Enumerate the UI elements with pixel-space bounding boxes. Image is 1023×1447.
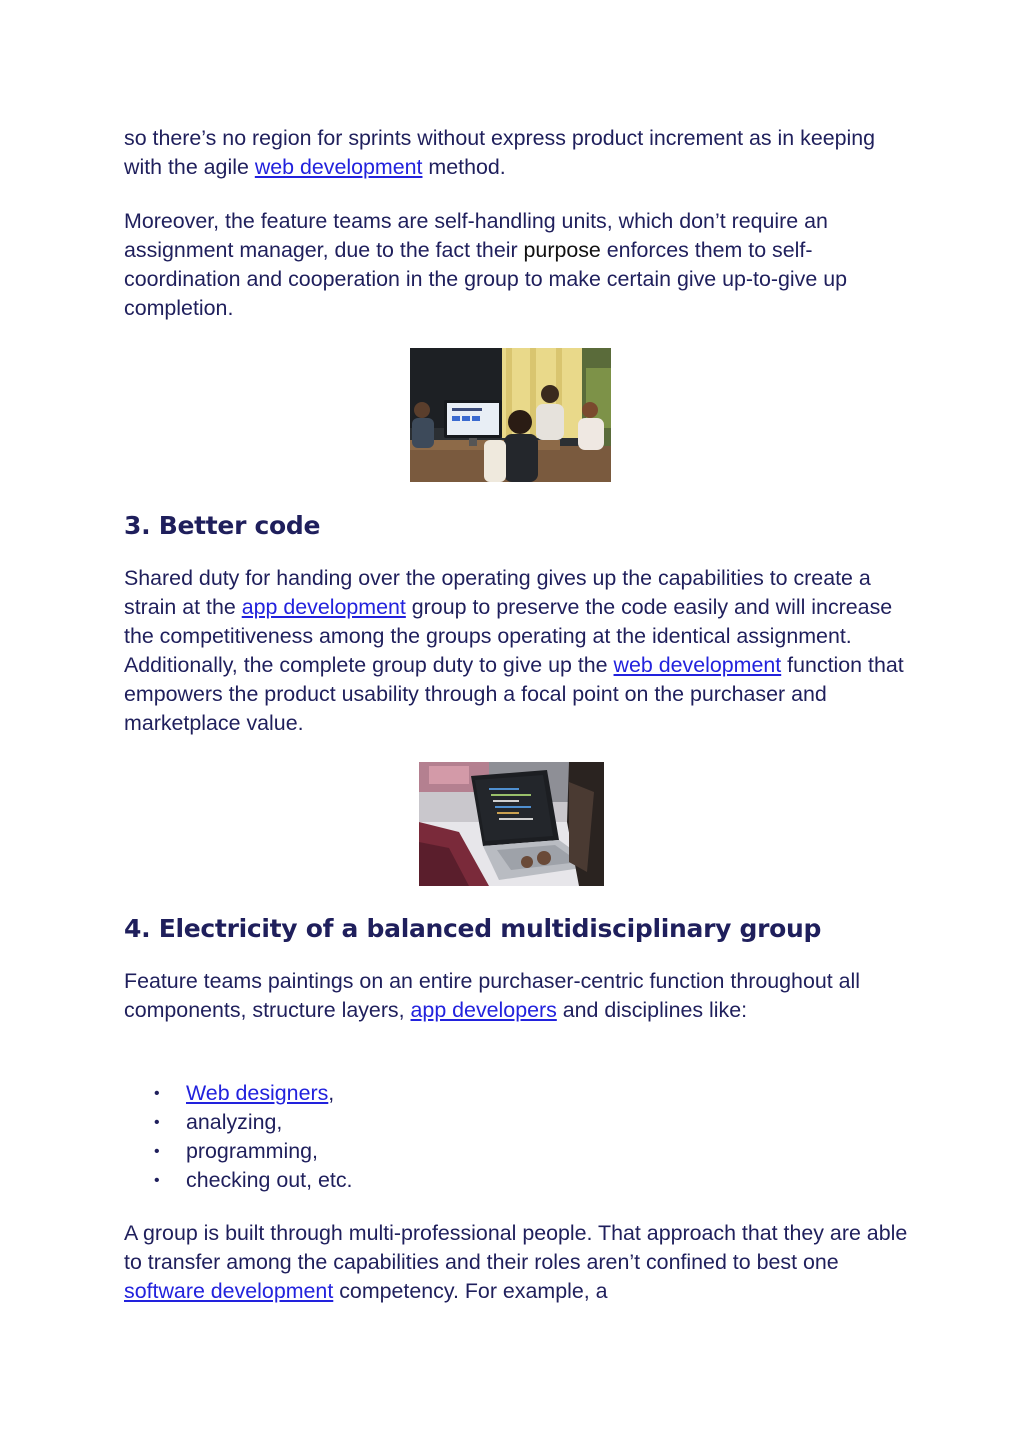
paragraph-multi-professional: A group is built through multi-professional people. That approach that they are able to transfer among the capabilities and their roles aren’t confined to best one software development competency. For example, a bbox=[124, 1221, 908, 1303]
link-software-development[interactable]: software development bbox=[124, 1279, 334, 1303]
heading-multidisciplinary-group: 4. Electricity of a balanced multidisciplinary group bbox=[124, 914, 822, 943]
laptop-coding-photo bbox=[419, 762, 604, 886]
paragraph-feature-teams: Feature teams paintings on an entire purchaser-centric function throughout all components, structure layers, app developers and disciplines like: bbox=[124, 969, 861, 1022]
paragraph-shared-duty: Shared duty for handing over the operating gives up the capabilities to create a strain at the app development group to preserve the code easily and will increase the competitiveness among the groups operating at the identical assignment. Additionally, the complete group duty to give up the web development function that empowers the product usability through a focal point on the purchaser and marketplace value. bbox=[124, 566, 904, 735]
link-web-development-1[interactable]: web development bbox=[254, 155, 423, 179]
team-meeting-photo bbox=[410, 348, 611, 482]
link-web-development-2[interactable]: web development bbox=[613, 653, 782, 677]
list-item: • analyzing, bbox=[124, 1108, 352, 1137]
laptop-coding-illustration bbox=[419, 762, 604, 886]
list-item: • programming, bbox=[124, 1137, 352, 1166]
paragraph-sprints: so there’s no region for sprints without express product increment as in keeping with the agile web development method. bbox=[124, 126, 876, 179]
paragraph-self-handling: Moreover, the feature teams are self-handling units, which don’t require an assignment manager, due to the fact their purpose enforces them to self-coordination and cooperation in the group to make certain give up-to-give up completion. bbox=[124, 209, 847, 320]
link-app-developers[interactable]: app developers bbox=[410, 998, 557, 1022]
team-meeting-illustration bbox=[410, 348, 611, 482]
link-web-designers[interactable]: Web designers bbox=[186, 1081, 329, 1105]
disciplines-list bbox=[124, 1079, 352, 1195]
link-app-development[interactable]: app development bbox=[241, 595, 406, 619]
heading-better-code: 3. Better code bbox=[124, 511, 321, 540]
list-item: • checking out, etc. bbox=[124, 1166, 352, 1195]
list-item: • Web designers, bbox=[124, 1079, 352, 1108]
